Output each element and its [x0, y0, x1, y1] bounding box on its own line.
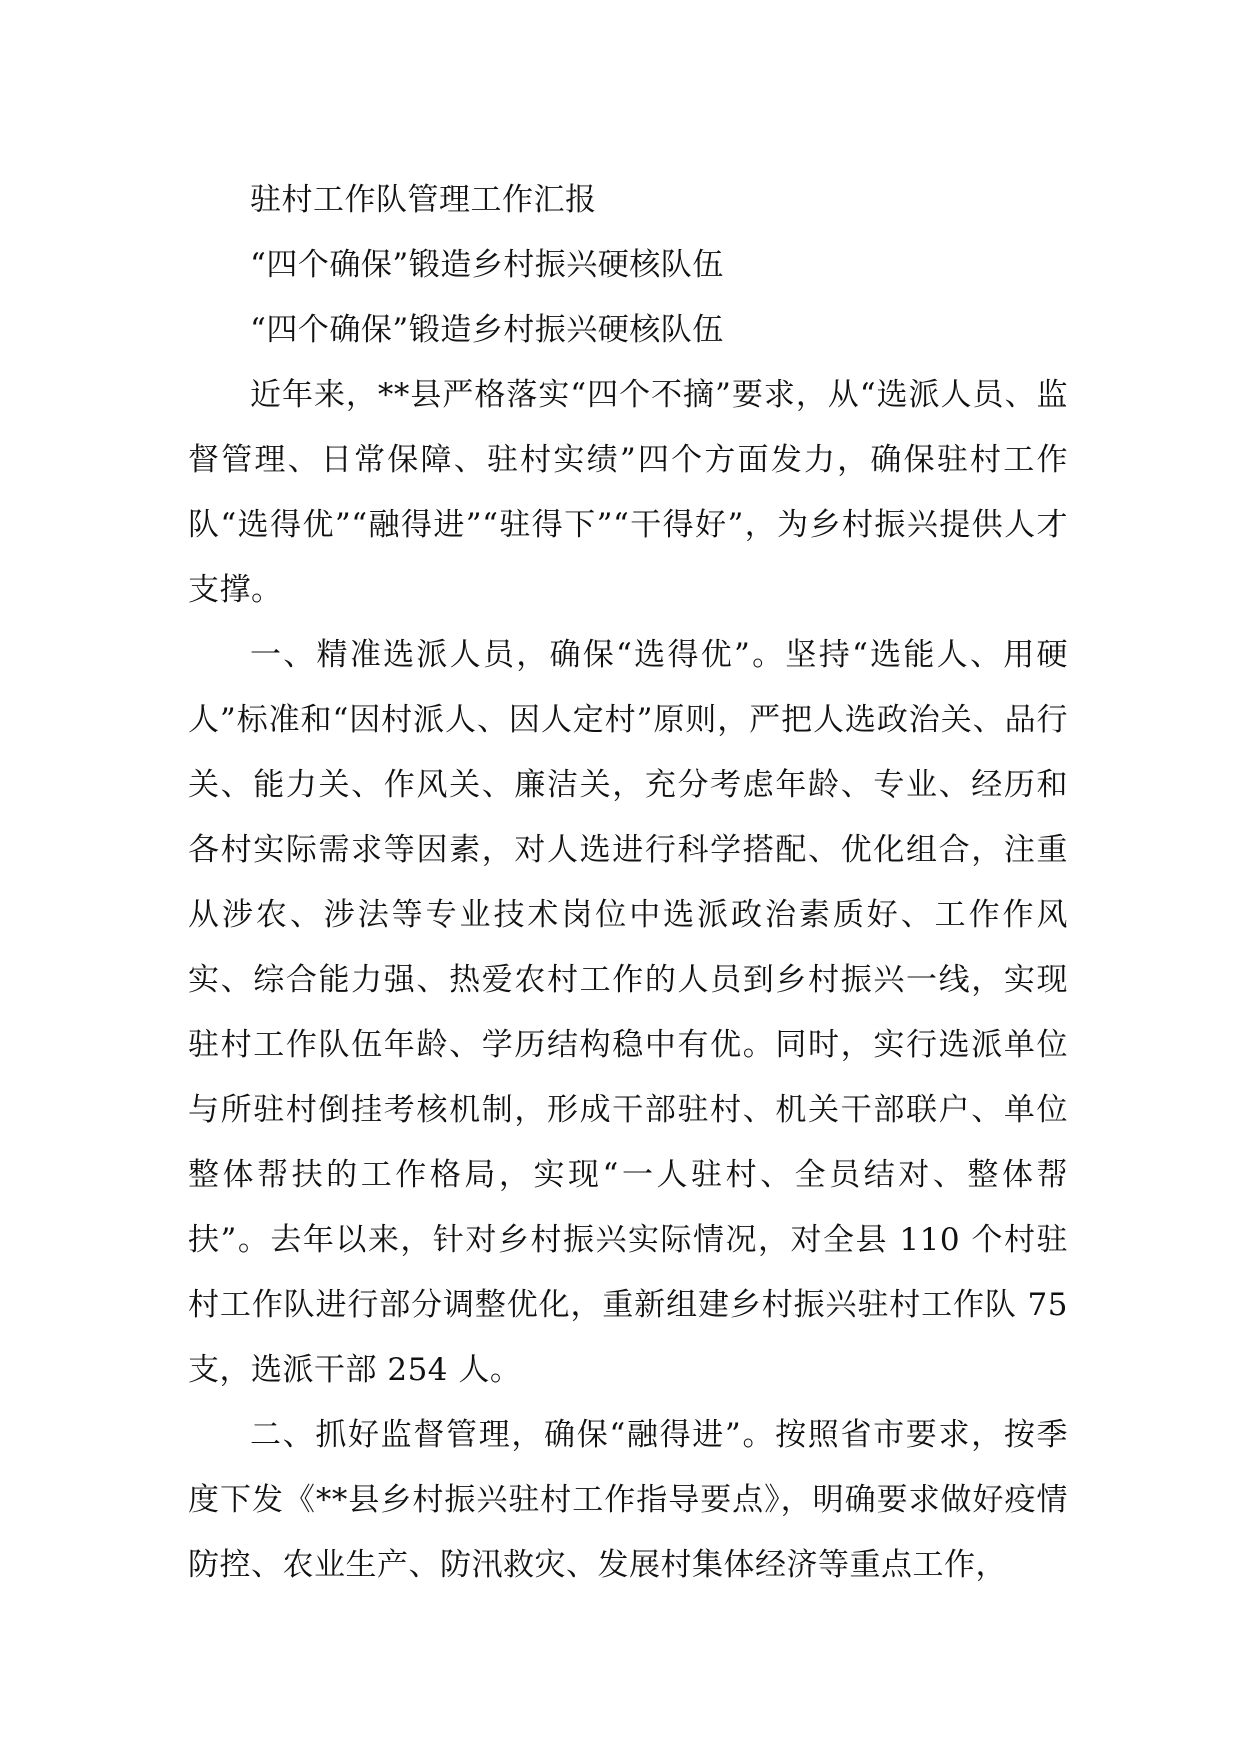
report-title: 驻村工作队管理工作汇报 — [250, 182, 597, 218]
report-subtitle: “四个确保”锻造乡村振兴硬核队伍 — [250, 247, 724, 283]
document-body — [188, 168, 1068, 1598]
intro-paragraph: 近年来，**县严格落实“四个不摘”要求，从“选派人员、监督管理、日常保障、驻村实绩”四个方面发力，确保驻村工作队“选得优”“融得进”“驻得下”“干得好”，为乡村振兴提供人才支撑。 — [188, 377, 1068, 608]
report-subtitle-repeat: “四个确保”锻造乡村振兴硬核队伍 — [250, 312, 724, 348]
section-one-paragraph: 一、精准选派人员，确保“选得优”。坚持“选能人、用硬人”标准和“因村派人、因人定村”原则，严把人选政治关、品行关、能力关、作风关、廉洁关，充分考虑年龄、专业、经历和各村实际需求等因素，对人选进行科学搭配、优化组合，注重从涉农、涉法等专业技术岗位中选派政治素质好、工作作风实、综合能力强、热爱农村工作的人员到乡村振兴一线，实现驻村工作队伍年龄、学历结构稳中有优。同时，实行选派单位与所驻村倒挂考核机制，形成干部驻村、机关干部联户、单位整体帮扶的工作格局，实现“一人驻村、全员结对、整体帮扶”。去年以来，针对乡村振兴实际情况，对全县 110 个村驻村工作队进行部分调整优化，重新组建乡村振兴驻村工作队 75 支，选派干部 254 人。 — [188, 637, 1068, 1388]
section-two-paragraph: 二、抓好监督管理，确保“融得进”。按照省市要求，按季度下发《**县乡村振兴驻村工作指导要点》，明确要求做好疫情防控、农业生产、防汛救灾、发展村集体经济等重点工作， — [188, 1417, 1068, 1583]
